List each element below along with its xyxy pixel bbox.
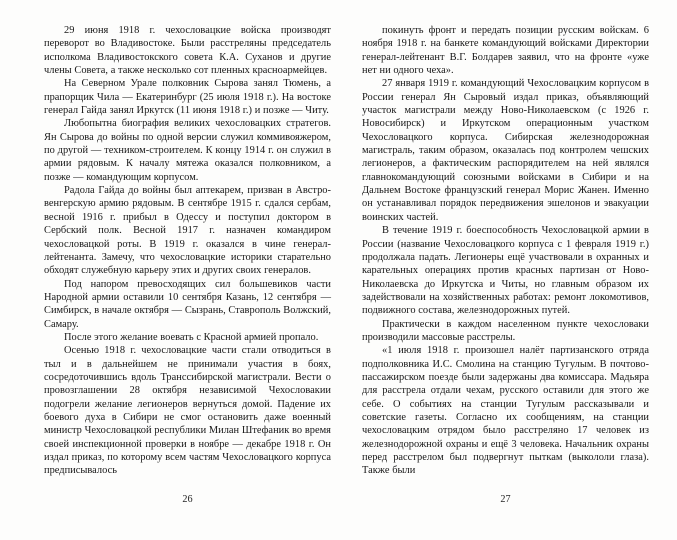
paragraph: 29 июня 1918 г. чехословацкие войска производят переворот во Владивостоке. Были расстреляны председатель исполкома Владивостокского совета К.А. Суханов и другие члены Совета, а также несколько сот пленных красноармейцев. (44, 25, 331, 77)
paragraph: Осенью 1918 г. чехословацкие части стали отводиться в тыл и в дальнейшем не принимали участия в боях, сосредоточившись вдоль Транссибирской магистрали. Вести о провозглашении 28 октября независимой Чехословакии подогрели желание легионеров вернуться домой. Падение их боевого духа в Сибири не смог остановить даже военный министр Чехословацкой республики Милан Штефаник во время своей инспекционной проверки в ноябре — декабре 1918 г. Он издал приказ, по которому всем частям Чехословацкого корпуса предписывалось (44, 345, 331, 477)
paragraph: Практически в каждом населенном пункте чехословаки производили массовые расстрелы. (362, 318, 649, 343)
paragraph: Радола Гайда до войны был аптекарем, призван в Австро-венгерскую армию рядовым. В сентябре 1915 г. сдался сербам, весной 1916 г. прибыл в Одессу и поступил доктором в Сербский полк. Весной 1917 г. назначен командиром чехословацкой роты. В 1919 г. оказался в чине генерал-лейтенанта. Замечу, что чехословацкие историки старательно обходят служебную карьеру этих и других своих генералов. (44, 185, 331, 277)
paragraph: На Северном Урале полковник Сырова занял Тюмень, а прапорщик Чила — Екатеринбург (25 июля 1918 г.). На востоке генерал Гайда занял Иркутск (11 июня 1918 г.) и позже — Читу. (44, 78, 331, 117)
paragraph: 27 января 1919 г. командующий Чехословацким корпусом в России генерал Ян Сыровый издал приказ, объявляющий участок магистрали между Ново-Николаевском (с 1926 г. Новосибирск) и Иркутском операционным участком Чехословацкого корпуса. Сибирская железнодорожная магистраль, таким образом, оказалась под контролем чешских легионеров, а фактическим распорядителем на ней являлся главнокомандующий союзными войсками в Сибири и на Дальнем Востоке французский генерал Морис Жанен. Именно он устанавливал порядок передвижения эшелонов и эвакуации воинских частей. (362, 78, 649, 223)
paragraph: «1 июля 1918 г. произошел налёт партизанского отряда подполковника И.С. Смолина на станцию Тугулым. В почтово-пассажирском поезде были задержаны два комиссара. Мадьяра для расстрела отдали чехам, русского оставили для этого же себе. О событиях на станции Тугулым рассказывали и советские газеты. Согласно их сообщениям, на станции чехословацким отрядом было расстреляно 17 человек из железнодорожной охраны и ещё 3 человека. Начальник охраны перед расстрелом был подвергнут пыткам (выкололи глаза). Также были (362, 345, 649, 477)
paragraph: После этого желание воевать с Красной армией пропало. (64, 331, 319, 343)
right-page-column (362, 24, 649, 476)
text-columns (44, 24, 649, 476)
left-page-column (44, 24, 331, 476)
page-number-right: 27 (500, 494, 511, 505)
paragraph: покинуть фронт и передать позиции русским войскам. 6 ноября 1918 г. на банкете командующий войсками Директории генерал-лейтенант В.Г. Болдарев заявил, что на фронте «уже нет ни одного чеха». (362, 25, 649, 77)
paragraph: Под напором превосходящих сил большевиков части Народной армии оставили 10 сентября Казань, 12 сентября — Симбирск, в начале октября — Сызрань, Ставрополь Волжский, Самару. (44, 278, 331, 330)
page-number-left: 26 (182, 494, 193, 505)
folio-row (44, 494, 649, 506)
paragraph: Любопытна биография великих чехословацких стратегов. Ян Сырова до войны по одной версии служил коммивояжером, по другой — техником-строителем. К концу 1914 г. он служил в армии рядовым. К началу мятежа оказался полковником, а позже — командующим корпусом. (44, 118, 331, 183)
paragraph: В течение 1919 г. боеспособность Чехословацкой армии в России (название Чехословацкого корпуса с 1 февраля 1919 г.) продолжала падать. Легионеры ещё участвовали в охранных и карательных операциях против красных партизан от Ново-Николаевска до Иркутска и Читы, но главным образом их задействовали на хозяйственных работах: ремонт локомотивов, подвижного состава, железнодорожных путей. (362, 225, 649, 317)
